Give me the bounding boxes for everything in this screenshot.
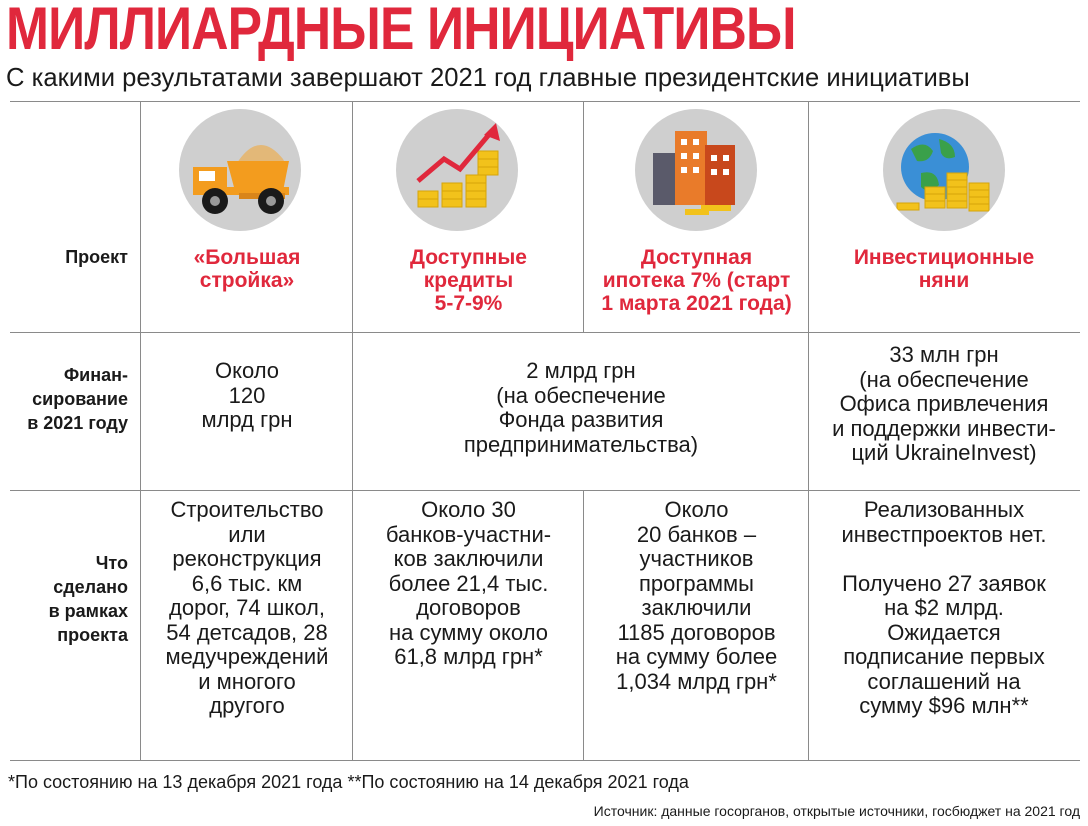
project-name-mortgage [585,246,808,315]
done-line: заключили [641,595,752,620]
buildings-icon [635,109,757,231]
grid-line-after-project [10,332,1080,333]
done-line: сумму $96 млн** [859,693,1029,718]
done-line: участников [639,546,754,571]
financing-line: предпринимательства) [463,431,699,457]
financing-line: Фонда развития [498,407,664,432]
row-header-done [10,551,128,647]
project-name-big-build [142,246,352,292]
row-header-financing-line: сирование [32,389,128,409]
project-name-line: Доступные [410,246,527,269]
project-name-line: кредиты [423,269,514,292]
financing-line: (на обеспечение [859,366,1029,392]
financing-line: Около [214,358,280,383]
done-line: на сумму около [388,619,549,645]
done-line: инвестпроектов нет. [841,521,1047,547]
done-line: программы [639,570,754,596]
row-header-done-line: проекта [57,625,128,645]
row-header-done-line: сделано [53,577,128,597]
done-line: Строительство [170,497,324,522]
row-header-financing [10,363,128,435]
row-header-done-line: в рамках [48,601,128,621]
done-line: 1185 договоров [617,619,776,645]
done-line: или [228,521,266,547]
done-line: дорог, 74 школ, [169,595,325,620]
source-note: Источник: данные госорганов, открытые источники, госбюджет на 2021 год [593,803,1080,819]
financing-line: 33 млн грн [889,342,999,367]
page-subtitle: С какими результатами завершают 2021 год главные президентские инициативы [6,62,970,92]
project-name-line: няни [918,269,970,292]
project-name-nannies [810,246,1078,292]
grid-col-divider-1 [140,101,141,760]
row-header-financing-line: в 2021 году [27,413,128,433]
project-name-line: «Большая [193,246,301,269]
project-name-line: 5-7-9% [434,292,503,315]
done-line: 61,8 млрд грн* [394,644,543,669]
dump-truck-icon [179,109,301,231]
done-line: 20 банков – [636,521,757,547]
done-line: на сумму более [615,644,778,669]
done-line: реконструкция [172,546,322,571]
grid-col-divider-2 [352,101,353,760]
financing-line: 2 млрд грн [526,358,636,383]
project-name-line: Инвестиционные [853,246,1035,269]
globe-coins-icon [883,109,1005,231]
financing-line: млрд грн [201,407,293,432]
row-header-project: Проект [65,247,128,267]
done-line: Получено 27 заявок [842,570,1046,596]
done-line: подписание первых [843,644,1045,669]
done-mortgage [585,498,808,694]
done-nannies [810,498,1078,719]
financing-big-build [142,359,352,433]
done-line: 1,034 млрд грн* [616,668,777,694]
project-name-line: стройка» [199,269,295,292]
done-big-build [142,498,352,719]
project-name-credits [354,246,583,315]
done-line: договоров [416,595,521,620]
project-name-line: ипотека 7% (старт [602,269,791,292]
financing-line: и поддержки инвести- [832,415,1056,441]
grid-line-bottom [10,760,1080,761]
footnote: *По состоянию на 13 декабря 2021 года **По состоянию на 14 декабря 2021 года [8,772,689,792]
financing-line: 120 [228,382,266,408]
row-header-done-line: Что [95,553,128,573]
done-line: на $2 млрд. [884,595,1004,620]
done-line: медучреждений [165,644,329,669]
grid-col-divider-3b [583,490,584,760]
grid-line-after-financing [10,490,1080,491]
done-line: банков-участни- [385,521,552,547]
row-header-financing-line: Финан- [63,365,128,385]
done-line: Ожидается [887,619,1001,645]
done-line: Около 30 [421,497,516,522]
done-line: 6,6 тыс. км [191,570,303,596]
financing-line: (на обеспечение [496,382,666,408]
done-line: ков заключили [393,546,544,571]
project-name-line: 1 марта 2021 года) [601,292,792,315]
done-line: и многого [198,668,296,694]
done-line: Реализованных [863,497,1025,522]
project-name-line: Доступная [640,246,753,269]
financing-nannies [810,343,1078,466]
done-line: 54 детсадов, 28 [166,619,328,645]
financing-line: Офиса привлечения [839,391,1049,416]
grid-col-divider-3a [583,101,584,332]
grid-line-top [10,101,1080,102]
done-line: более 21,4 тыс. [388,570,549,596]
rising-coins-chart-icon [396,109,518,231]
grid-col-divider-4 [808,101,809,760]
page-title: МИЛЛИАРДНЫЕ ИНИЦИАТИВЫ [6,0,796,62]
done-line [810,547,1078,572]
done-line: соглашений на [867,668,1021,694]
done-credits [354,498,583,670]
done-line: Около [664,497,729,522]
done-line: другого [209,693,285,718]
financing-line: ций UkraineInvest) [851,440,1037,465]
financing-credits-mortgage [354,359,808,457]
